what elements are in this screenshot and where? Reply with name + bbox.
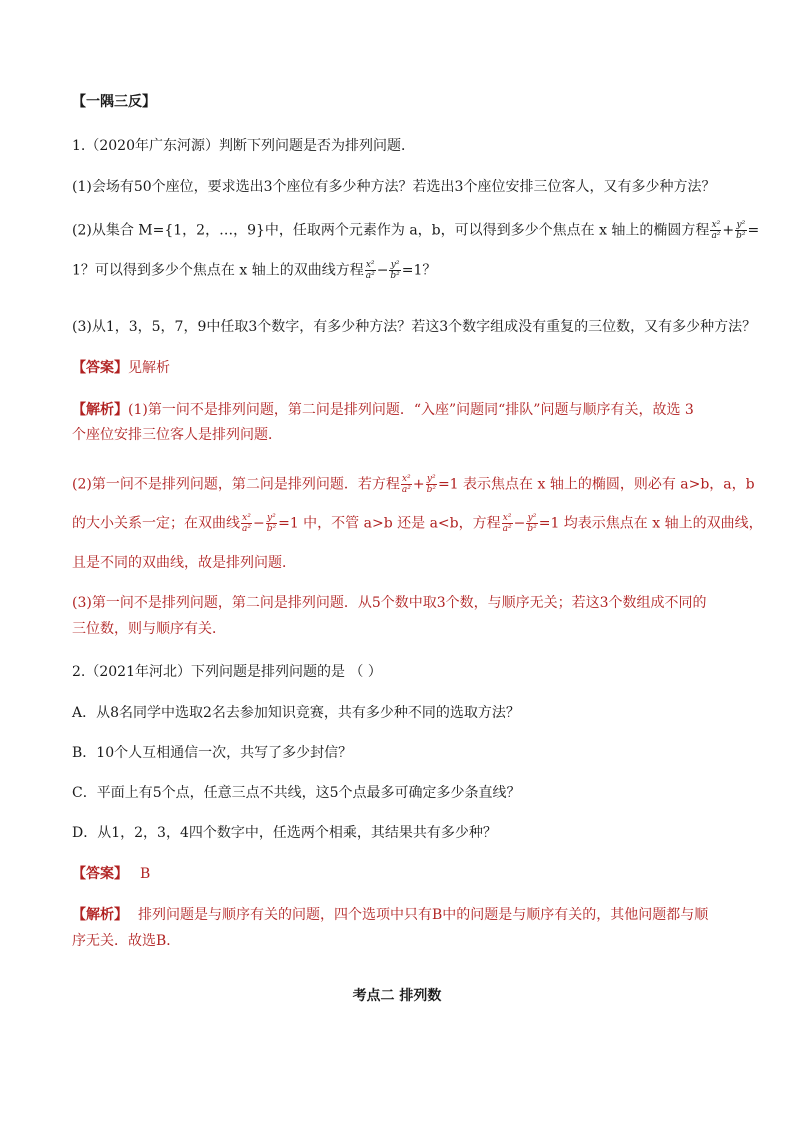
fraction-y2-b2: $\frac{\text{y²}}{\text{b²}}$	[390, 260, 400, 281]
answer-text: B	[140, 866, 151, 882]
q2-option-b: B．10个人互相通信一次，共写了多少封信？	[72, 745, 353, 761]
analysis-2-text-a: (2)第一问不是排列问题，第二问是排列问题．若方程	[72, 476, 400, 493]
plus-sign: +	[722, 222, 735, 239]
analysis-2-text-e: =1 均表示焦点在 x 轴上的双曲线，	[538, 515, 763, 532]
fraction-y2-b2: $\frac{\text{y²}}{\text{b²}}$	[426, 474, 436, 495]
q2-stem: 2.（2021年河北）下列问题是排列问题的是 （ ）	[72, 664, 382, 680]
fraction-x2-a2: $\frac{\text{x²}}{\text{a²}}$	[711, 220, 721, 241]
q1-analysis-1-line2: 个座位安排三位客人是排列问题．	[72, 427, 282, 443]
fraction-y2-b2: $\frac{\text{y²}}{\text{b²}}$	[266, 513, 277, 534]
q1-part2-line2	[72, 260, 436, 281]
q2-option-a: A．从8名同学中选取2名去参加知识竞赛，共有多少种不同的选取方法？	[72, 705, 520, 721]
analysis-text: 排列问题是与顺序有关的问题，四个选项中只有B中的问题是与顺序有关的，其他问题都与顺	[138, 907, 709, 923]
q1-part2-text-a: (2)从集合 M={1，2，…，9}中，任取两个元素作为 a，b，可以得到多少个焦点在 x 轴上的椭圆方程	[72, 222, 710, 239]
answer-label: 【答案】	[72, 360, 128, 376]
analysis-text: (1)第一问不是排列问题，第二问是排列问题．“入座”问题同“排队”问题与顺序有关，故选 3	[128, 402, 694, 418]
minus-sign: −	[252, 515, 265, 532]
q2-analysis-line1	[72, 905, 708, 925]
q2-analysis-line2: 序无关．故选B．	[72, 933, 181, 949]
section-heading: 考点二 排列数	[352, 988, 442, 1004]
q1-part2-end: =1？	[401, 262, 437, 279]
equals-sign: =	[747, 222, 760, 239]
fraction-y2-b2: $\frac{\text{y²}}{\text{b²}}$	[736, 220, 746, 241]
minus-sign: −	[513, 515, 526, 532]
plus-sign: +	[412, 476, 425, 493]
answer-text: 见解析	[128, 360, 170, 376]
q1-analysis-2-line3: 且是不同的双曲线，故是排列问题．	[72, 555, 296, 571]
analysis-2-text-c: 的大小关系一定；在双曲线	[72, 515, 240, 532]
minus-sign: −	[376, 262, 389, 279]
q1-part1: (1)会场有50个座位，要求选出3个座位有多少种方法？若选出3个座位安排三位客人，又有多少种方法？	[72, 179, 716, 195]
q1-stem: 1.（2020年广东河源）判断下列问题是否为排列问题．	[72, 138, 415, 154]
analysis-2-text-b: =1 表示焦点在 x 轴上的椭圆，则必有 a>b，a，b	[437, 476, 755, 493]
analysis-label: 【解析】	[72, 402, 128, 418]
q1-answer	[72, 358, 170, 378]
analysis-2-text-d: =1 中，不管 a>b 还是 a<b，方程	[278, 515, 501, 532]
fraction-x2-a2: $\frac{\text{x²}}{\text{a²}}$	[365, 260, 375, 281]
q1-analysis-3-line1: (3)第一问不是排列问题，第二问是排列问题．从5个数中取3个数，与顺序无关；若这3个数组成不同的	[72, 595, 707, 611]
answer-label: 【答案】	[72, 866, 128, 882]
q1-part2-text-b: 1？可以得到多少个焦点在 x 轴上的双曲线方程	[72, 262, 364, 279]
fraction-x2-a2: $\frac{\text{x²}}{\text{a²}}$	[502, 513, 512, 534]
analysis-label: 【解析】	[72, 907, 128, 923]
q1-analysis-3-line2: 三位数，则与顺序有关．	[72, 621, 226, 637]
fraction-x2-a2: $\frac{\text{x²}}{\text{a²}}$	[242, 513, 251, 534]
q2-option-d: D．从1，2，3，4四个数字中，任选两个相乘，其结果共有多少种？	[72, 825, 497, 841]
q1-part2-line1	[72, 220, 759, 241]
fraction-y2-b2: $\frac{\text{y²}}{\text{b²}}$	[527, 513, 537, 534]
q1-analysis-1-line1	[72, 400, 694, 420]
q2-answer	[72, 864, 150, 884]
q1-part3: (3)从1，3，5，7，9中任取3个数字，有多少种方法？若这3个数字组成没有重复的三位数，又有多少种方法？	[72, 319, 757, 335]
q1-analysis-2-line2	[72, 513, 763, 534]
q2-option-c: C．平面上有5个点，任意三点不共线，这5个点最多可确定多少条直线？	[72, 785, 521, 801]
section-label: 【一隅三反】	[72, 94, 156, 110]
q1-analysis-2-line1	[72, 474, 755, 495]
fraction-x2-a2: $\frac{\text{x²}}{\text{a²}}$	[401, 474, 411, 495]
